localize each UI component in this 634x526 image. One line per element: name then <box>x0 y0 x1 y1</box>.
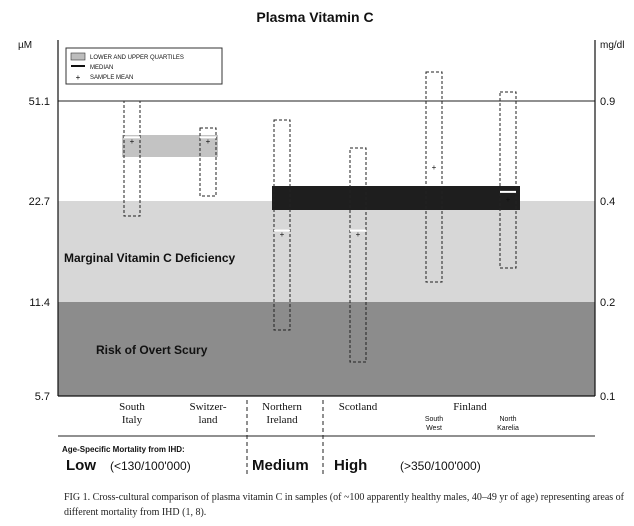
group-label-switzerland-1: Switzer- <box>189 401 227 413</box>
mortality-high-range: (>350/100'000) <box>400 459 481 473</box>
tick-left-5: 5.7 <box>34 391 50 403</box>
finland-sub-north-2: Karelia <box>497 425 519 432</box>
box-mean-1: + <box>205 136 211 146</box>
tick-right-0.4: 0.4 <box>600 196 616 208</box>
legend-item-median: MEDIAN <box>90 65 114 71</box>
box-mean-5: + <box>505 194 511 204</box>
x-group-labels <box>119 401 519 432</box>
box-mean-2: + <box>279 230 285 240</box>
legend-quartile-swatch <box>71 53 85 60</box>
y-ticks-left <box>29 96 50 403</box>
tick-right-0.1: 0.1 <box>600 391 616 403</box>
group-label-south-italy-2: Italy <box>121 414 143 426</box>
box-range-0 <box>124 101 140 216</box>
group-label-scotland: Scotland <box>338 401 378 413</box>
tick-right-0.2: 0.2 <box>600 297 616 309</box>
tick-left-11: 11.4 <box>29 297 50 309</box>
mortality-low-range: (<130/100'000) <box>110 459 191 473</box>
legend-mean-swatch: + <box>75 73 81 82</box>
band-quartiles-dark <box>272 186 520 210</box>
group-label-switzerland-2: land <box>198 414 218 426</box>
figure-caption: FIG 1. Cross-cultural comparison of plasma vitamin C in samples (of ~100 apparently healthy males, 40–49 yr of age) representing areas of different mortality from IHD (1, 8). <box>64 492 624 518</box>
group-label-northern-ireland-2: Ireland <box>266 414 298 426</box>
tick-left-22: 22.7 <box>28 196 50 208</box>
mortality-high: High <box>334 457 368 474</box>
chart-title: Plasma Vitamin C <box>256 9 374 25</box>
finland-sub-south-2: West <box>426 425 442 432</box>
mortality-heading: Age-Specific Mortality from IHD: <box>62 445 185 454</box>
box-mean-4: + <box>431 162 437 172</box>
y-ticks-right <box>600 96 615 403</box>
mortality-low: Low <box>66 457 96 474</box>
box-mean-0: + <box>129 136 135 146</box>
legend <box>66 48 222 84</box>
group-label-south-italy-1: South <box>119 401 145 413</box>
zone-label-marginal: Marginal Vitamin C Deficiency <box>64 251 236 265</box>
tick-right-0.9: 0.9 <box>600 96 616 108</box>
zone-label-scurvy: Risk of Overt Scury <box>96 343 208 357</box>
legend-item-mean: SAMPLE MEAN <box>90 75 134 81</box>
finland-sub-south-1: South <box>424 416 444 423</box>
y-unit-left: µM <box>18 40 33 51</box>
y-unit-right: mg/dl <box>600 40 625 51</box>
tick-left-51: 51.1 <box>28 96 50 108</box>
mortality-medium: Medium <box>252 457 309 474</box>
box-mean-3: + <box>355 230 361 240</box>
finland-sub-north-1: North <box>499 416 517 423</box>
group-label-finland: Finland <box>453 401 487 413</box>
group-label-northern-ireland-1: Northern <box>262 401 302 413</box>
legend-item-quartiles: LOWER AND UPPER QUARTILES <box>90 55 184 61</box>
